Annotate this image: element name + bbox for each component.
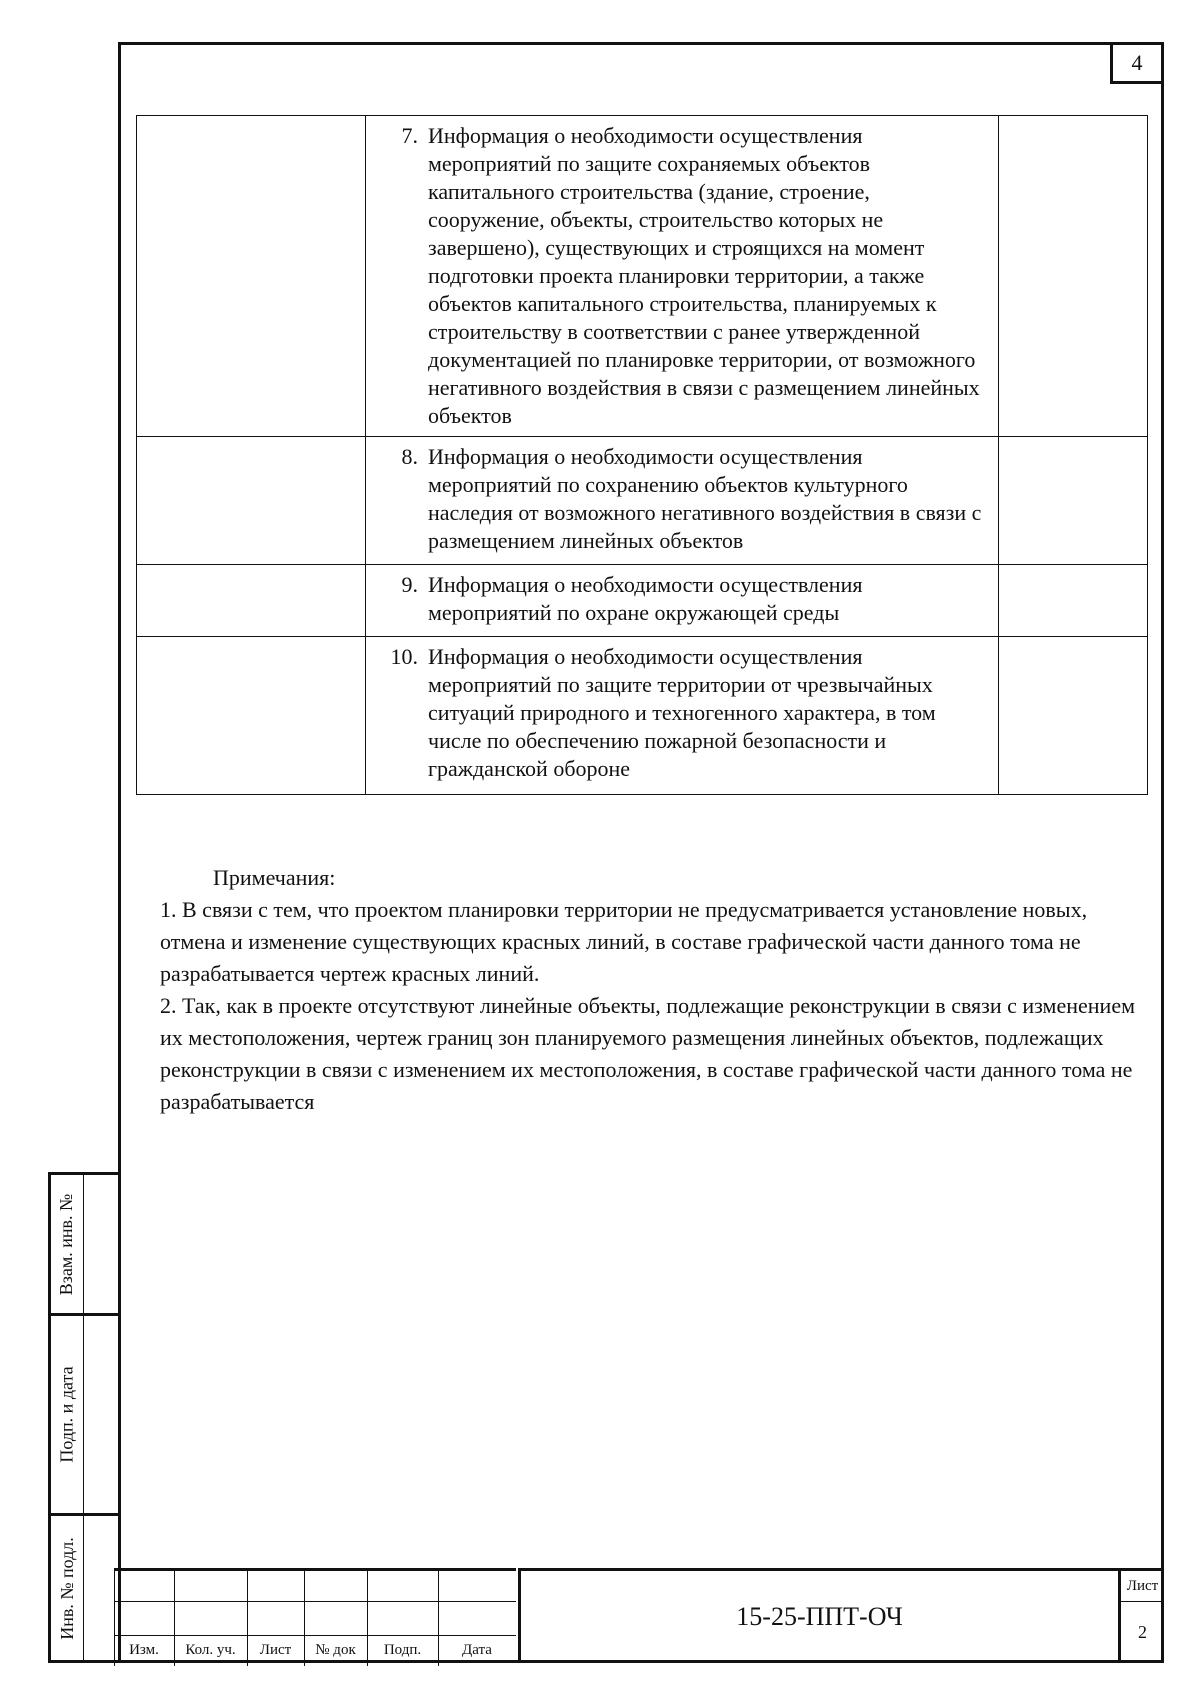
sheet-label: Лист [1121, 1571, 1164, 1602]
table-row [137, 116, 1148, 437]
title-block [114, 1568, 1164, 1663]
table-row [137, 637, 1148, 795]
table-cell-empty [999, 116, 1148, 437]
page-number: 4 [1110, 42, 1164, 84]
column-label: Дата [462, 1642, 492, 1658]
table-cell-item [366, 637, 999, 795]
item-text: Информация о необходимости осуществления мероприятий по сохранению объектов культурного наследия от возможного негативного воздействия в связи с размещением линейных объектов [428, 444, 982, 553]
side-stamp-vzam [48, 1172, 118, 1316]
table-cell-empty [999, 437, 1148, 565]
item-number: 10. [390, 644, 418, 669]
sheet-cell [1118, 1568, 1164, 1663]
item-number: 7. [401, 123, 418, 148]
item-text: Информация о необходимости осуществления мероприятий по защите территории от чрезвычайных ситуаций природного и техногенного характера, в том числе по обеспечению пожарной безопасности и гражданской обороне [428, 644, 936, 781]
table-cell-empty [999, 637, 1148, 795]
table-cell-empty [137, 637, 366, 795]
requirements-table [136, 115, 1148, 795]
notes-section [160, 862, 1150, 1118]
document-code: 15-25-ППТ-ОЧ [518, 1568, 1118, 1663]
column-label: Лист [259, 1642, 292, 1658]
note-item: 1. В связи с тем, что проектом планировки территории не предусматривается установление новых, отмена и изменение существующих красных линий, в составе графической части данного тома не разрабатывается чертеж красных линий. [160, 897, 1088, 986]
table-cell-empty [137, 565, 366, 637]
item-number: 8. [401, 444, 418, 469]
title-block-grid [114, 1568, 516, 1663]
item-number: 9. [401, 572, 418, 597]
sheet-number: 2 [1138, 1622, 1147, 1642]
notes-heading: Примечания: [213, 865, 336, 890]
side-stamp-label: Взам. инв. № [56, 1193, 77, 1295]
table-cell-empty [999, 565, 1148, 637]
column-label: Кол. уч. [185, 1642, 236, 1658]
table-cell-item [366, 565, 999, 637]
table-cell-empty [137, 437, 366, 565]
column-label: № док [315, 1642, 356, 1658]
table-row [137, 565, 1148, 637]
table-row [137, 437, 1148, 565]
item-text: Информация о необходимости осуществления мероприятий по охране окружающей среды [428, 572, 863, 625]
side-stamp-inv [48, 1513, 118, 1663]
note-item: 2. Так, как в проекте отсутствуют линейные объекты, подлежащие реконструкции в связи с изменением их местоположения, чертеж границ зон планируемого размещения линейных объектов, подлежащих реконструкции в связи с изменением их местоположения, в составе графической части данного тома не разрабатывается [160, 993, 1136, 1114]
item-text: Информация о необходимости осуществления мероприятий по защите сохраняемых объектов капитального строительства (здание, строение, сооружение, объекты, строительство которых не завершено), существующих и строящихся на момент подготовки проекта планировки территории, а также объектов капитального строительства, планируемых к строительству в соответствии с ранее утвержденной документацией по планировке территории, от возможного негативного воздействия в связи с размещением линейных объектов [428, 123, 980, 428]
side-stamp-label: Инв. № подл. [56, 1536, 77, 1640]
table-cell-item [366, 116, 999, 437]
table-cell-item [366, 437, 999, 565]
side-stamp-podp [48, 1313, 118, 1516]
side-stamp-label: Подп. и дата [56, 1366, 77, 1463]
column-label: Подп. [383, 1642, 422, 1658]
column-label: Изм. [129, 1642, 159, 1658]
table-cell-empty [137, 116, 366, 437]
